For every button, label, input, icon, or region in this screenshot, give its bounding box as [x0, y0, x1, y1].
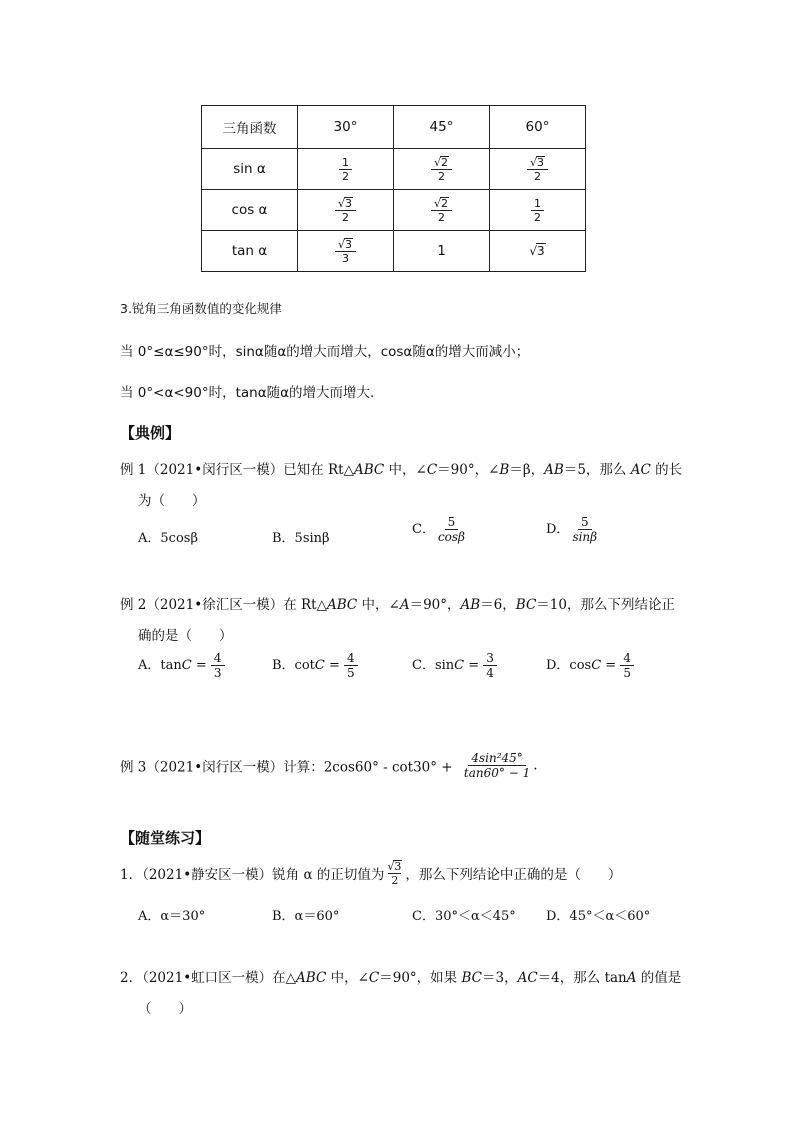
practice-2-question: 2．（2021•虹口区一模）在△ABC 中，∠C＝90°，如果 BC＝3，AC＝4，那么 tanA 的值是 — [120, 970, 682, 986]
practice-2-question-cont: （ ） — [138, 1001, 192, 1017]
value-cell: 1 — [394, 231, 490, 272]
value-cell: √3 — [490, 231, 586, 272]
example-1-option-d: D． $\frac{5}{\sin\beta}$ — [546, 515, 598, 544]
table-row — [202, 149, 586, 190]
rule-line-1: 当 0°≤α≤90°时，sinα随α的增大而增大，cosα随α的增大而减小； — [120, 344, 530, 360]
value-cell: $\frac{√3}{2}$ — [298, 190, 394, 231]
value-cell: $\frac{√3}{2}$ — [490, 149, 586, 190]
example-2-option-a: A．tanC = $\frac{4}{3}$ — [138, 652, 225, 679]
examples-heading: 【典例】 — [120, 424, 181, 442]
value-cell: $\frac{√3}{3}$ — [298, 231, 394, 272]
practice-1-option-d: D．45°＜α＜60° — [546, 909, 651, 924]
func-name-cell: cos α — [202, 190, 298, 231]
table-header-cell: 45° — [394, 106, 490, 149]
value-cell: $\frac{1}{2}$ — [298, 149, 394, 190]
practice-1-option-a: A．α＝30° — [138, 909, 206, 924]
value-cell: $\frac{√2}{2}$ — [394, 190, 490, 231]
table-row — [202, 231, 586, 272]
example-1-question-cont: 为（ ） — [138, 493, 206, 509]
example-1-option-a: A．5cosβ — [138, 531, 198, 546]
example-2-question: 例 2（2021•徐汇区一模）在 Rt△ABC 中，∠A＝90°，AB＝6，BC＝10，那么下列结论正 — [120, 597, 675, 613]
example-3-question: 例 3（2021•闵行区一模）计算：2cos60° - cot30° + $\frac{\text{4sin²45°}}{\tan 60^\circ - 1}$ . — [120, 751, 538, 780]
value-cell: $\frac{1}{2}$ — [490, 190, 586, 231]
rule-line-2: 当 0°<α<90°时，tanα随α的增大而增大． — [120, 385, 384, 401]
table-header-cell: 三角函数 — [202, 106, 298, 149]
value-cell: $\frac{√2}{2}$ — [394, 149, 490, 190]
func-name-cell: tan α — [202, 231, 298, 272]
practice-1-question: 1．（2021•静安区一模）锐角 α 的正切值为 $\frac{√3}{2}$ ，那么下列结论中正确的是（ ） — [120, 860, 622, 887]
practice-heading: 【随堂练习】 — [120, 829, 211, 847]
practice-1-option-b: B．α＝60° — [272, 909, 340, 924]
table-header-row — [202, 106, 586, 149]
example-1-option-c: C． $\frac{5}{\cos\beta}$ — [412, 515, 465, 544]
example-1-question: 例 1（2021•闵行区一模）已知在 Rt△ABC 中，∠C＝90°，∠B＝β，AB＝5，那么 AC 的长 — [120, 462, 683, 478]
example-2-question-cont: 确的是（ ） — [138, 628, 233, 644]
trig-values-table — [201, 105, 586, 272]
practice-1-option-c: C．30°＜α＜45° — [412, 909, 516, 924]
example-1-option-b: B．5sinβ — [272, 531, 330, 546]
table-header-cell: 60° — [490, 106, 586, 149]
table-row — [202, 190, 586, 231]
table-header-cell: 30° — [298, 106, 394, 149]
example-2-option-b: B．cotC = $\frac{4}{5}$ — [272, 652, 358, 679]
example-2-option-d: D．cosC = $\frac{4}{5}$ — [546, 652, 634, 679]
section-title: 3.锐角三角函数值的变化规律 — [120, 301, 282, 316]
example-2-option-c: C．sinC = $\frac{3}{4}$ — [412, 652, 497, 679]
func-name-cell: sin α — [202, 149, 298, 190]
